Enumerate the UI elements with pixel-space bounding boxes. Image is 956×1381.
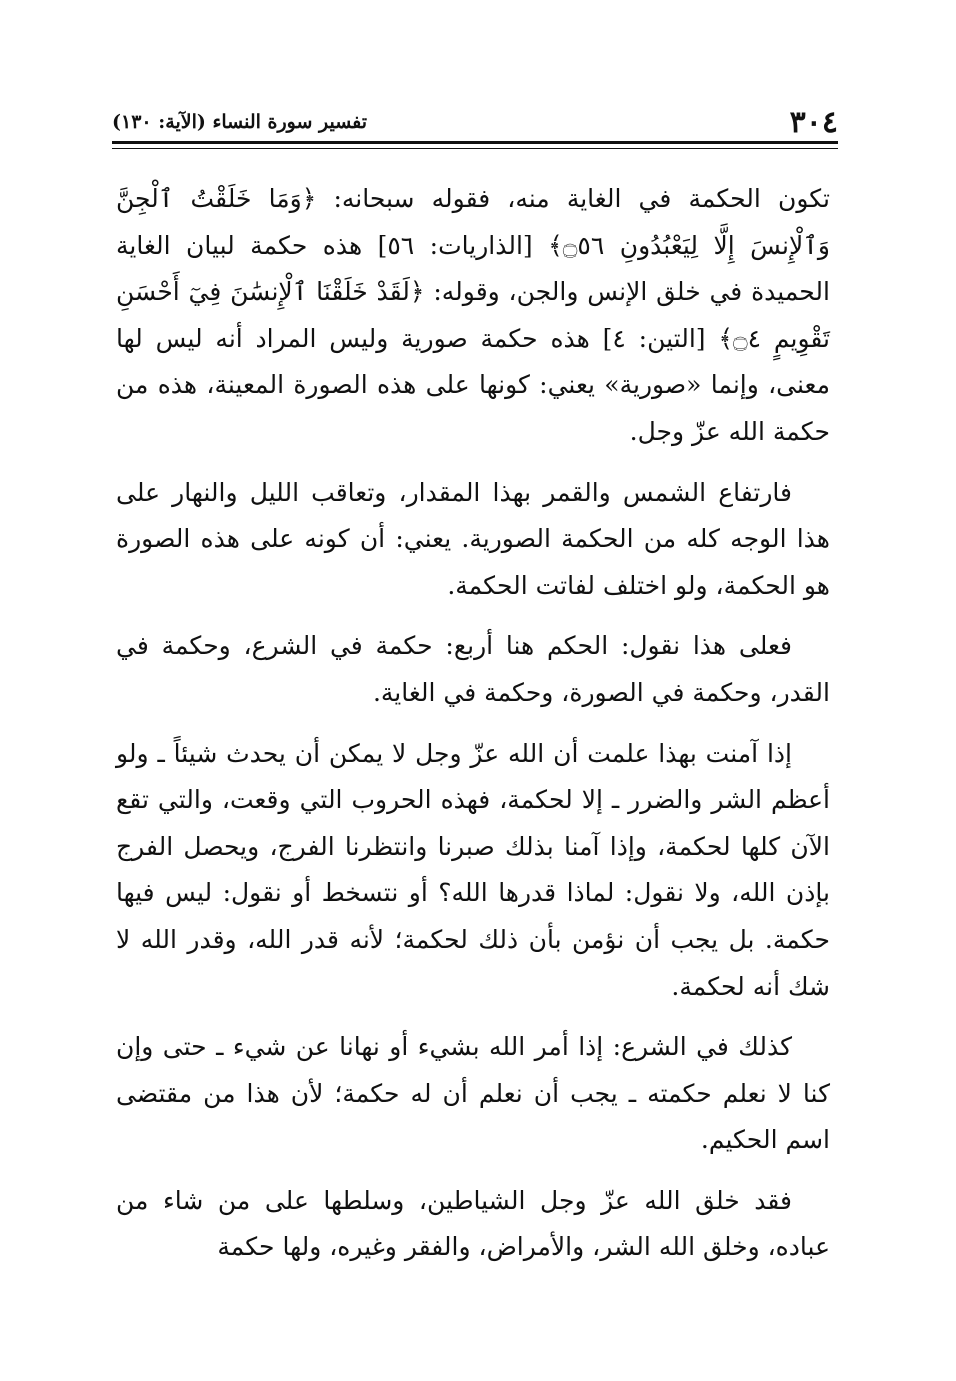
page-number: ٣٠٤ — [789, 105, 838, 140]
header-rule-thick — [112, 141, 838, 144]
paragraph-1: تكون الحكمة في الغاية منه، فقوله سبحانه: ﴿وَمَا خَلَقْتُ ٱلْجِنَّ وَٱلْإِنسَ إِلَّا لِيَعْبُدُونِ ۝٥٦﴾ [الذاريات: ٥٦] هذه حكمة لبيان الغاية الحميدة في خلق الإنس والجن، وقوله: ﴿لَقَدْ خَلَقْنَا ٱلْإِنسَٰنَ فِيٓ أَحْسَنِ تَقْوِيمٍ ۝٤﴾ [التين: ٤] هذه حكمة صورية وليس المراد أنه ليس لها معنى، وإنما «صورية» يعني: كونها على هذه الصورة المعينة، هذه من حكمة الله عزّ وجل. — [116, 184, 830, 446]
header-title: تفسير سورة النساء (الآية: ١٣٠) — [112, 111, 368, 134]
paragraph-2: فارتفاع الشمس والقمر بهذا المقدار، وتعاقب الليل والنهار على هذا الوجه كله من الحكمة الصورية. يعني: أن كونه على هذه الصورة هو الحكمة، ولو اختلف لفاتت الحكمة. — [116, 477, 830, 600]
body-text — [116, 176, 830, 1285]
running-header — [112, 92, 838, 138]
paragraph-3: فعلى هذا نقول: الحكم هنا أربع: حكمة في الشرع، وحكمة في القدر، وحكمة في الصورة، وحكمة في الغاية. — [116, 631, 830, 707]
paragraph-5: كذلك في الشرع: إذا أمر الله بشيء أو نهانا عن شيء ـ حتى وإن كنا لا نعلم حكمته ـ يجب أن نعلم أن له حكمة؛ لأن هذا من مقتضى اسم الحكيم. — [116, 1032, 830, 1155]
paragraph-4: إذا آمنت بهذا علمت أن الله عزّ وجل لا يمكن أن يحدث شيئاً ـ ولو أعظم الشر والضرر ـ إلا لحكمة، فهذه الحروب التي وقعت، والتي تقع الآن كلها لحكمة، وإذا آمنا بذلك صبرنا وانتظرنا الفرج، ويحصل الفرج بإذن الله، ولا نقول: لماذا قدرها الله؟ أو نتسخط أو نقول: ليس فيها حكمة. بل يجب أن نؤمن بأن ذلك لحكمة؛ لأنه قدر الله، وقدر الله لا شك أنه لحكمة. — [116, 738, 830, 1001]
paragraph-6: فقد خلق الله عزّ وجل الشياطين، وسلطها على من شاء من عباده، وخلق الله الشر، والأمراض، والفقر وغيره، ولها حكمة — [116, 1185, 830, 1262]
header-rule-thin — [112, 148, 838, 149]
